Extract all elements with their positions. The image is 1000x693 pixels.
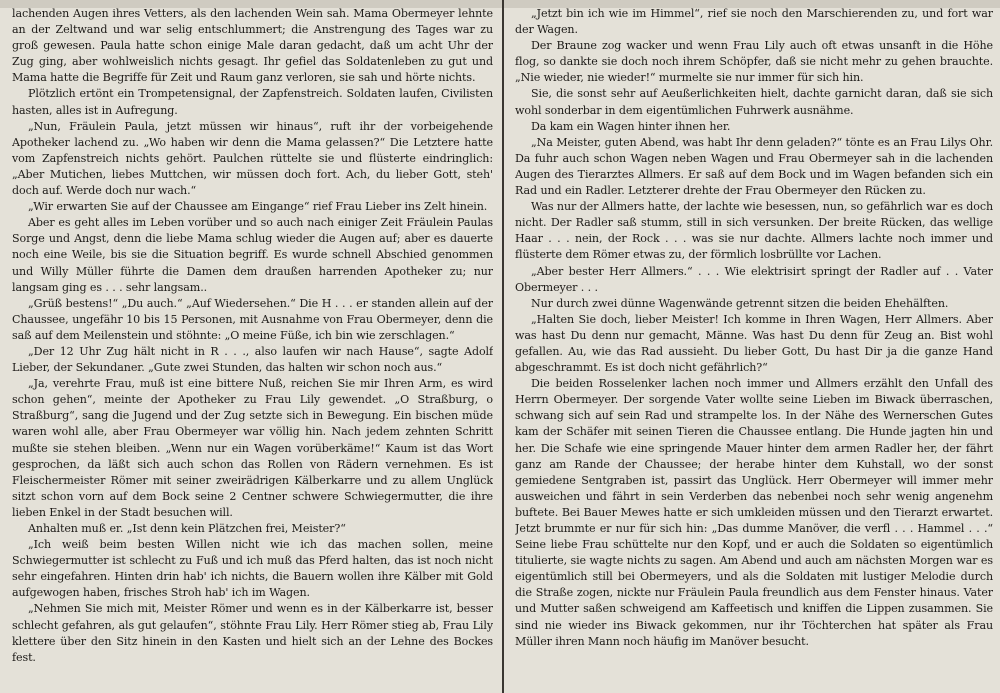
left-paragraph-1: lachenden Augen ihres Vetters, als den lachenden Wein sah. Mama Obermeyer lehnte an der Zeltwand und war selig entschlummert; die Anstrengung des Tages war zu groß gewesen. Paula hatte schon einige Male daran gedacht, daß um acht Uhr der Zug ging, aber wohlweislich nichts gesagt. Ihr gefiel das Soldatenleben zu gut und Mama hatte die Begriffe für Zeit und Raum ganz verloren, sie sah und hörte nichts.: [12, 7, 493, 85]
left-paragraph-5: Aber es geht alles im Leben vorüber und so auch nach einiger Zeit Fräulein Paulas Sorge und Angst, denn die liebe Mama schlug wieder die Augen auf; aber es dauerte noch eine Weile, bis sie die Situation begriff. Es wurde schnell Abschied genommen und Willy Müller führte die Damen dem draußen harrenden Apotheker zu; nur langsam ging es . . . sehr langsam..: [12, 216, 493, 294]
right-text-column: [515, 6, 993, 690]
left-paragraph-4: „Wir erwarten Sie auf der Chaussee am Eingange“ rief Frau Lieber ins Zelt hinein.: [28, 200, 488, 214]
left-paragraph-9: Anhalten muß er. „Ist denn kein Plätzchen frei, Meister?“: [28, 522, 346, 535]
right-paragraph-10: Die beiden Rosselenker lachen noch immer und Allmers erzählt den Unfall des Herrn Obermeyer. Der sorgende Vater wollte seine Lieben im Biwack überraschen, schwang sich auf sein Rad und strampelte los. In der Nähe des Wernerschen Gutes kam der Schäfer mit seinen Tieren die Chaussee entlang. Die Hunde jagten hin und her. Die Schafe wie eine springende Mauer hinter dem armen Radler her, der fährt ganz am Rande der Chaussee; der herabe hinter dem Kuhstall, wo der sonst gemiedene Sentgraben ist, passirt das Unglück. Herr Obermeyer will immer mehr ausweichen und fährt in sein Verderben das nebenbei noch sehr wenig angenehm buftete. Bei Bauer Mewes hatte er sich umkleiden müssen und den Tierarzt erwartet. Jetzt brummte er nur für sich hin: „Das dumme Manöver, die verfl . . . Hammel . . .“ Seine liebe Frau schüttelte nur den Kopf, und er auch die Soldaten so eigentümlich titulierte, sie wagte nichts zu sagen. Am Abend und auch am nächsten Morgen war es eigentümlich still bei Obermeyers, und als die Soldaten mit lustiger Melodie durch die Straße zogen, nickte nur Fräulein Paula freundlich aus dem Fenster hinaus. Vater und Mutter saßen schweigend am Kaffeetisch und kniffen die Lippen zusammen. Sie sind nie wieder ins Biwack gekommen, nur ihr Töchterchen hat später als Frau Müller ihren Mann noch häufig im Manöver besucht.: [515, 377, 993, 648]
right-paragraph-8: Nur durch zwei dünne Wagenwände getrennt sitzen die beiden Ehehälften.: [531, 296, 949, 310]
left-text-column: [12, 6, 493, 690]
right-paragraph-7: „Aber bester Herr Allmers.“ . . . Wie elektrisirt springt der Radler auf . . Vater Obermeyer . . .: [515, 264, 993, 294]
right-paragraph-9: „Halten Sie doch, lieber Meister! Ich komme in Ihren Wagen, Herr Allmers. Aber was hast Du denn nur gemacht, Männe. Was hast Du denn für Zeug an. Bist wohl gefallen. Au, wie das Rad aussieht. Du lieber Gott, Du hast Dir ja die ganze Hand abgeschrammt. Es ist doch nicht gefährlich?“: [515, 312, 993, 375]
column-divider: [502, 0, 504, 693]
left-paragraph-7: „Der 12 Uhr Zug hält nicht in R . . ., also laufen wir nach Hause“, sagte Adolf Lieber, der Sekundaner. „Gute zwei Stunden, das halten wir schon noch aus.“: [12, 344, 493, 375]
right-paragraph-1: „Jetzt bin ich wie im Himmel“, rief sie noch den Marschierenden zu, und fort war der Wagen.: [515, 7, 993, 37]
left-paragraph-2: Plötzlich ertönt ein Trompetensignal, der Zapfenstreich. Soldaten laufen, Civilisten hasten, alles ist in Aufregung.: [12, 87, 493, 117]
right-paragraph-3: Sie, die sonst sehr auf Aeußerlichkeiten hielt, dachte garnicht daran, daß sie sich wohl sonderbar in dem eigentümlichen Fuhrwerk ausnähme.: [515, 87, 993, 117]
right-paragraph-4: Da kam ein Wagen hinter ihnen her.: [531, 119, 731, 133]
left-paragraph-11: „Nehmen Sie mich mit, Meister Römer und wenn es in der Kälberkarre ist, besser schlecht gefahren, als gut gelaufen“, stöhnte Frau Lily. Herr Römer stieg ab, Frau Lily klettere über den Sitz hinein in den Kasten und hielt sich an der Lehne des Bockes fest.: [12, 602, 493, 664]
right-paragraph-6: Was nur der Allmers hatte, der lachte wie besessen, nun, so gefährlich war es doch nicht. Der Radler saß stumm, still in sich versunken. Der breite Rücken, das wellige Haar . . . nein, der Rock . . . was sie nur dachte. Allmers lachte noch immer und flüsterte dem Römer etwas zu, der förmlich losbrüllte vor Lachen.: [515, 200, 993, 262]
left-paragraph-10: „Ich weiß beim besten Willen nicht wie ich das machen sollen, meine Schwiegermutter ist schlecht zu Fuß und ich muß das Pferd halten, das ist noch nicht sehr eingefahren. Hinten drin hab' ich nichts, die Bauern wollen ihre Kälber mit Gold aufgewogen haben, frisches Stroh hab' ich im Wagen.: [12, 538, 493, 600]
right-paragraph-5: „Na Meister, guten Abend, was habt Ihr denn geladen?“ tönte es an Frau Lilys Ohr. Da fuhr auch schon Wagen neben Wagen und Frau Obermeyer sah in die lachenden Augen des Tierarztes Allmers. Er saß auf dem Bock und im Wagen befanden sich ein Rad und ein Radler. Letzterer drehte der Frau Obermeyer den Rücken zu.: [515, 135, 993, 198]
left-paragraph-8: „Ja, verehrte Frau, muß ist eine bittere Nuß, reichen Sie mir Ihren Arm, es wird schon gehen“, meinte der Apotheker zu Frau Lily gewendet. „O Straßburg, o Straßburg“, sang die Jugend und der Zug setzte sich in Bewegung. Ein bischen müde waren wohl alle, aber Frau Obermeyer war völlig hin. Nach jedem zehnten Schritt mußte sie stehen bleiben. „Wenn nur ein Wagen vorüberkäme!“ Kaum ist das Wort gesprochen, da läßt sich auch schon das Rollen von Rädern vernehmen. Es ist Fleischermeister Römer mit seiner zweirädrigen Kälberkarre und zu allem Unglück sitzt schon vorn auf dem Bock seine 2 Centner schwere Schwiegermutter, die ihre lieben Enkel in der Stadt besuchen will.: [12, 377, 493, 519]
right-paragraph-2: Der Braune zog wacker und wenn Frau Lily auch oft etwas unsanft in die Höhe flog, so dankte sie doch noch ihrem Schöpfer, daß sie nicht mehr zu gehen brauchte. „Nie wieder, nie wieder!“ murmelte sie nur immer für sich hin.: [515, 39, 993, 85]
left-paragraph-3: „Nun, Fräulein Paula, jetzt müssen wir hinaus“, ruft ihr der vorbeigehende Apotheker lachend zu. „Wo haben wir denn die Mama gelassen?“ Die Letztere hatte vom Zapfenstreich nichts gehört. Paulchen rüttelte sie und flüsterte eindringlich: „Aber Mutichen, liebes Muttchen, wir müssen doch fort. Ach, du lieber Gott, steh' doch auf. Werde doch nur wach.“: [12, 119, 493, 198]
left-paragraph-6: „Grüß bestens!“ „Du auch.“ „Auf Wiedersehen.“ Die H . . . er standen allein auf der Chaussee, ungefähr 10 bis 15 Personen, mit Ausnahme von Frau Obermeyer, denn die saß auf dem Meilenstein und stöhnte: „O meine Füße, ich bin wie zerschlagen.“: [12, 296, 493, 342]
